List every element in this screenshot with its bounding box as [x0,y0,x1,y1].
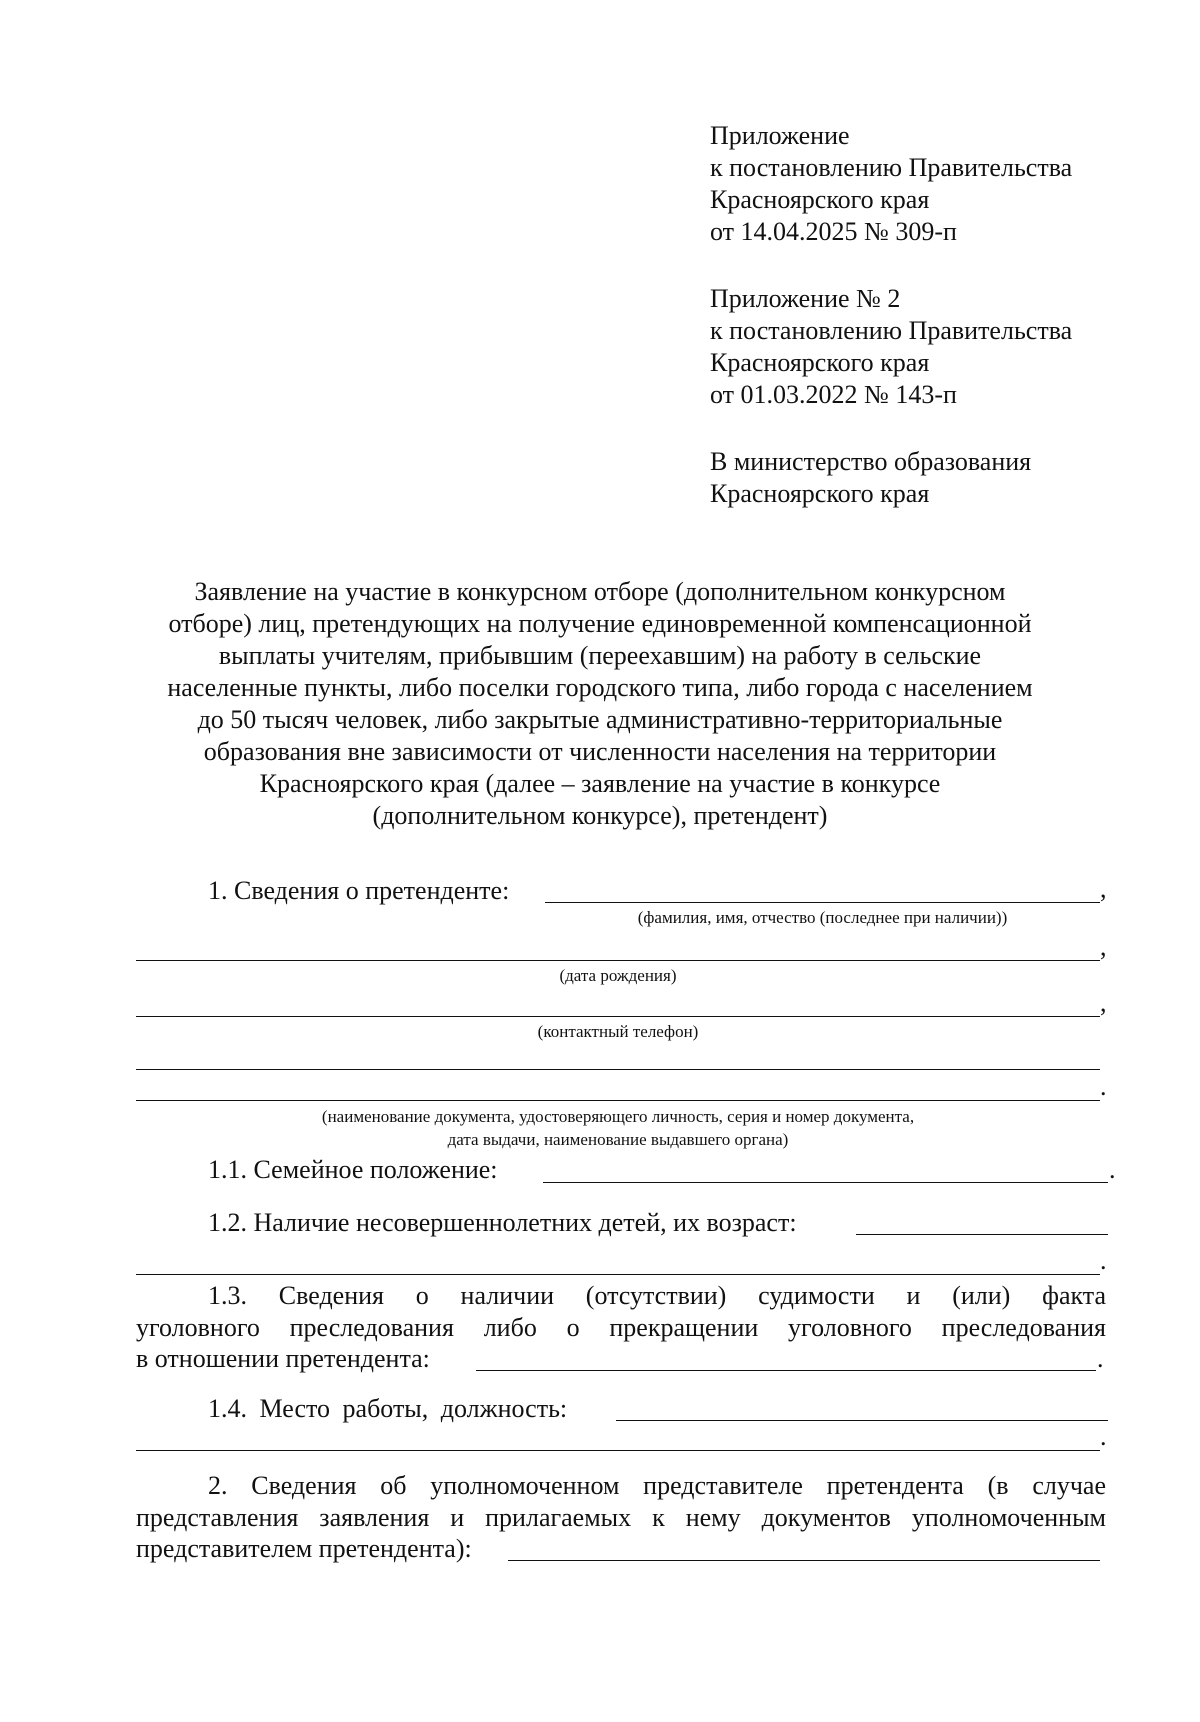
section-1-label: 1. Сведения о претенденте: [208,876,510,905]
section-1-1-label: 1.1. Семейное положение: [208,1155,498,1184]
section-1-3-line-2 [136,1312,1106,1344]
section-1-4-label: 1.4. Место работы, должность: [208,1394,568,1423]
fio-caption: (фамилия, имя, отчество (последнее при наличии)) [637,908,1008,927]
period: . [1109,1155,1116,1184]
comma: , [1100,988,1107,1017]
title-line: населенные пункты, либо поселки городского типа, либо города с населением [167,673,1033,702]
appendix-header-current [710,120,1072,248]
birth-date-field-line[interactable] [136,960,1100,961]
header-line: Красноярского края [710,479,930,508]
id-document-field-line-1[interactable] [136,1069,1100,1070]
title-line: (дополнительном конкурсе), претендент) [372,801,828,830]
children-field-line[interactable] [856,1234,1108,1235]
workplace-field-line-2[interactable] [136,1450,1100,1451]
phone-caption: (контактный телефон) [537,1022,699,1041]
phone-field-line[interactable] [136,1016,1100,1017]
section-2-text: 2. Сведения об уполномоченном представителе претендента (в случае [208,1471,1106,1500]
title-line: отборе) лиц, претендующих на получение единовременной компенсационной [168,609,1032,638]
section-1-2-label: 1.2. Наличие несовершеннолетних детей, их возраст: [208,1208,797,1237]
addressee-block [710,446,1031,510]
header-line: к постановлению Правительства [710,316,1073,345]
section-2-line-1 [136,1470,1106,1502]
workplace-field-line[interactable] [616,1420,1108,1421]
header-line: Приложение [710,121,850,150]
period: . [1100,1072,1107,1101]
section-1-3-line-1 [136,1280,1106,1312]
id-document-caption-2: дата выдачи, наименование выдавшего органа) [447,1130,789,1149]
header-line: от 14.04.2025 № 309-п [710,217,957,246]
section-2-line-3: представителем претендента): [136,1534,472,1563]
section-1-3-line-3: в отношении претендента: [136,1344,430,1373]
document-title [120,576,1080,832]
children-field-line-2[interactable] [136,1274,1100,1275]
marital-status-field-line[interactable] [543,1182,1108,1183]
header-line: Красноярского края [710,185,930,214]
section-1-3-text: уголовного преследования либо о прекращении уголовного преследования [136,1313,1106,1342]
title-line: до 50 тысяч человек, либо закрытые административно-территориальные [197,705,1003,734]
period: . [1100,1422,1107,1451]
header-line: Приложение № 2 [710,284,901,313]
title-line: выплаты учителям, прибывшим (переехавшим) на работу в сельские [218,641,982,670]
title-line: образования вне зависимости от численности населения на территории [203,737,997,766]
id-document-caption-1: (наименование документа, удостоверяющего личность, серия и номер документа, [321,1107,915,1126]
period: . [1100,1246,1107,1275]
comma: , [1100,874,1107,903]
title-line: Заявление на участие в конкурсном отборе (дополнительном конкурсном [194,577,1006,606]
section-2-text: представления заявления и прилагаемых к нему документов уполномоченным [136,1503,1106,1532]
header-line: к постановлению Правительства [710,153,1073,182]
comma: , [1100,932,1107,961]
period: . [1097,1344,1104,1373]
id-document-field-line-2[interactable] [136,1100,1100,1101]
section-2-line-2 [136,1502,1106,1534]
header-line: от 01.03.2022 № 143-п [710,380,957,409]
header-line: В министерство образования [710,447,1032,476]
header-line: Красноярского края [710,348,930,377]
criminal-record-field-line[interactable] [476,1370,1096,1371]
representative-field-line[interactable] [508,1560,1100,1561]
section-1-3-text: 1.3. Сведения о наличии (отсутствии) судимости и (или) факта [208,1281,1106,1310]
appendix-header-original [710,283,1072,411]
fio-field-line[interactable] [545,902,1100,903]
title-line: Красноярского края (далее – заявление на участие в конкурсе [259,769,941,798]
birth-date-caption: (дата рождения) [559,966,677,985]
